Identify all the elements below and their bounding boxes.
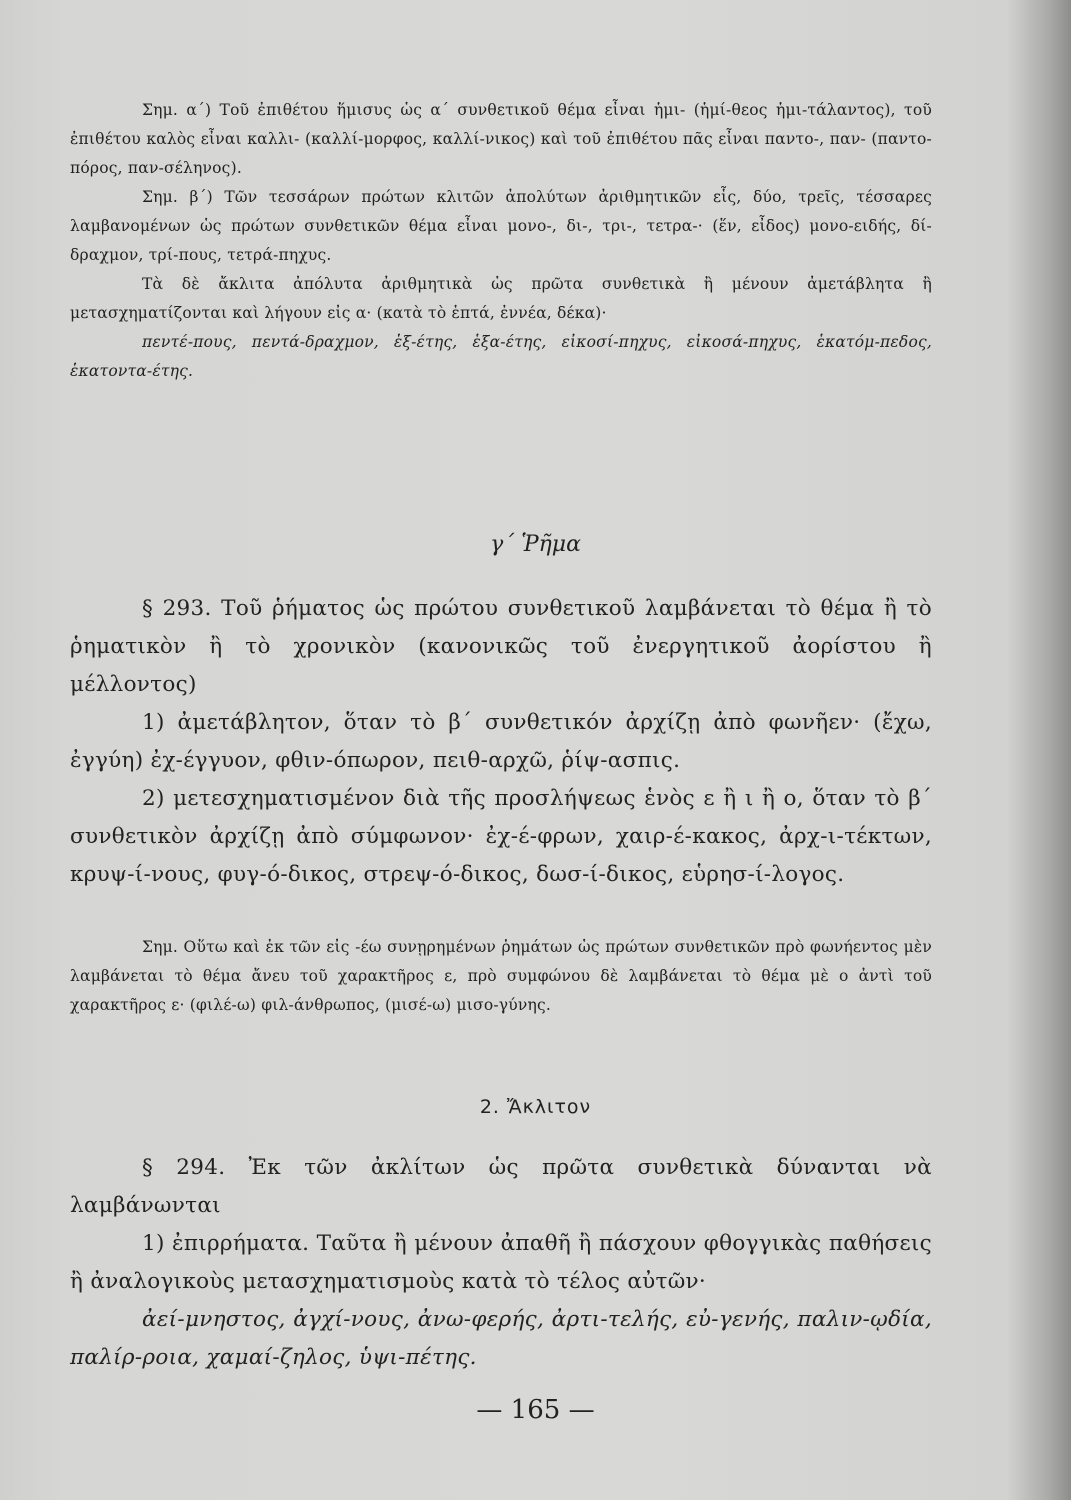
s294-intro: § 294. Ἐκ τῶν ἀκλίτων ὡς πρῶτα συνθετικὰ δύνανται νὰ λαμβάνωνται xyxy=(70,1155,932,1218)
heading-akliton: 2. Ἄκλιτον xyxy=(479,1096,592,1118)
page-number: — 165 — xyxy=(476,1395,595,1425)
s294-item-1: 1) ἐπιρρήματα. Ταῦτα ἢ μένουν ἀπαθῆ ἢ πάσχουν φθογγικὰς παθήσεις ἢ ἀναλογικοὺς μετασχηματισμοὺς κατὰ τὸ τέλος αὐτῶν· xyxy=(70,1231,932,1294)
note-indeclinable-numerals: Τὰ δὲ ἄκλιτα ἀπόλυτα ἀριθμητικὰ ὡς πρῶτα συνθετικὰ ἢ μένουν ἀμετάβλητα ἢ μετασχηματίζονται καὶ λήγουν εἰς α· (κατὰ τὸ ἑπτά, ἐννέα, δέκα)· xyxy=(70,275,932,322)
s293-intro: § 293. Τοῦ ῥήματος ὡς πρώτου συνθετικοῦ λαμβάνεται τὸ θέμα ἢ τὸ ῥηματικὸν ἢ τὸ χρονικὸν (κανονικῶς τοῦ ἐνεργητικοῦ ἀορίστου ἢ μέλλοντος) xyxy=(70,596,932,697)
note-contract-verbs: Σημ. Οὕτω καὶ ἐκ τῶν εἰς -έω συνῃρημένων ῥημάτων ὡς πρώτων συνθετικῶν πρὸ φωνήεντος μὲν λαμβάνεται τὸ θέμα ἄνευ τοῦ χαρακτῆρος ε, πρὸ συμφώνου δὲ λαμβάνεται τὸ θέμα μὲ ο ἀντὶ τοῦ χαρακτῆρος ε· (φιλέ-ω) φιλ-άνθρωπος, (μισέ-ω) μισο-γύνης. xyxy=(70,938,932,1014)
s293-item-1: 1) ἀμετάβλητον, ὅταν τὸ β΄ συνθετικόν ἀρχίζῃ ἀπὸ φωνῆεν· (ἔχω, ἐγγύη) ἐχ-έγγυον, φθιν-όπωρον, πειθ-αρχῶ, ῥίψ-ασπις. xyxy=(70,710,932,773)
section-293 xyxy=(70,590,932,894)
numeral-examples: πεντέ-πους, πεντά-δραχμον, ἑξ-έτης, ἑξα-έτης, εἰκοσί-πηχυς, εἰκοσά-πηχυς, ἑκατόμ-πεδος, ἑκατοντα-έτης. xyxy=(70,333,932,380)
note-alpha: Σημ. α΄) Τοῦ ἐπιθέτου ἥμισυς ὡς α΄ συνθετικοῦ θέμα εἶναι ἡμι- (ἡμί-θεος ἡμι-τάλαντος), τοῦ ἐπιθέτου καλὸς εἶναι καλλι- (καλλί-μορφος, καλλί-νικος) καὶ τοῦ ἐπιθέτου πᾶς εἶναι παντο-, παν- (παντο-πόρος, παν-σέληνος). xyxy=(70,101,932,177)
note-section-2 xyxy=(70,933,932,1020)
note-section-1 xyxy=(70,96,932,386)
heading-rima: γ΄ Ῥῆμα xyxy=(490,532,581,557)
section-294 xyxy=(70,1149,932,1377)
note-beta: Σημ. β΄) Τῶν τεσσάρων πρώτων κλιτῶν ἀπολύτων ἀριθμητικῶν εἷς, δύο, τρεῖς, τέσσαρες λαμβανομένων ὡς πρώτων συνθετικῶν θέμα εἶναι μονο-, δι-, τρι-, τετρα-· (ἕν, εἶδος) μονο-ειδής, δί-δραχμον, τρί-πους, τετρά-πηχυς. xyxy=(70,188,932,264)
s294-examples: ἀεί-μνηστος, ἀγχί-νους, ἀνω-φερής, ἀρτι-τελής, εὐ-γενής, παλιν-ῳδία, παλίρ-ροια, χαμαί-ζηλος, ὑψι-πέτης. xyxy=(70,1307,932,1370)
s293-item-2: 2) μετεσχηματισμένον διὰ τῆς προσλήψεως ἑνὸς ε ἢ ι ἢ ο, ὅταν τὸ β΄ συνθετικὸν ἀρχίζῃ ἀπὸ σύμφωνον· ἐχ-έ-φρων, χαιρ-έ-κακος, ἀρχ-ι-τέκτων, κρυψ-ί-νους, φυγ-ό-δικος, στρεψ-ό-δικος, δωσ-ί-δικος, εὑρησ-ί-λογος. xyxy=(70,786,932,887)
